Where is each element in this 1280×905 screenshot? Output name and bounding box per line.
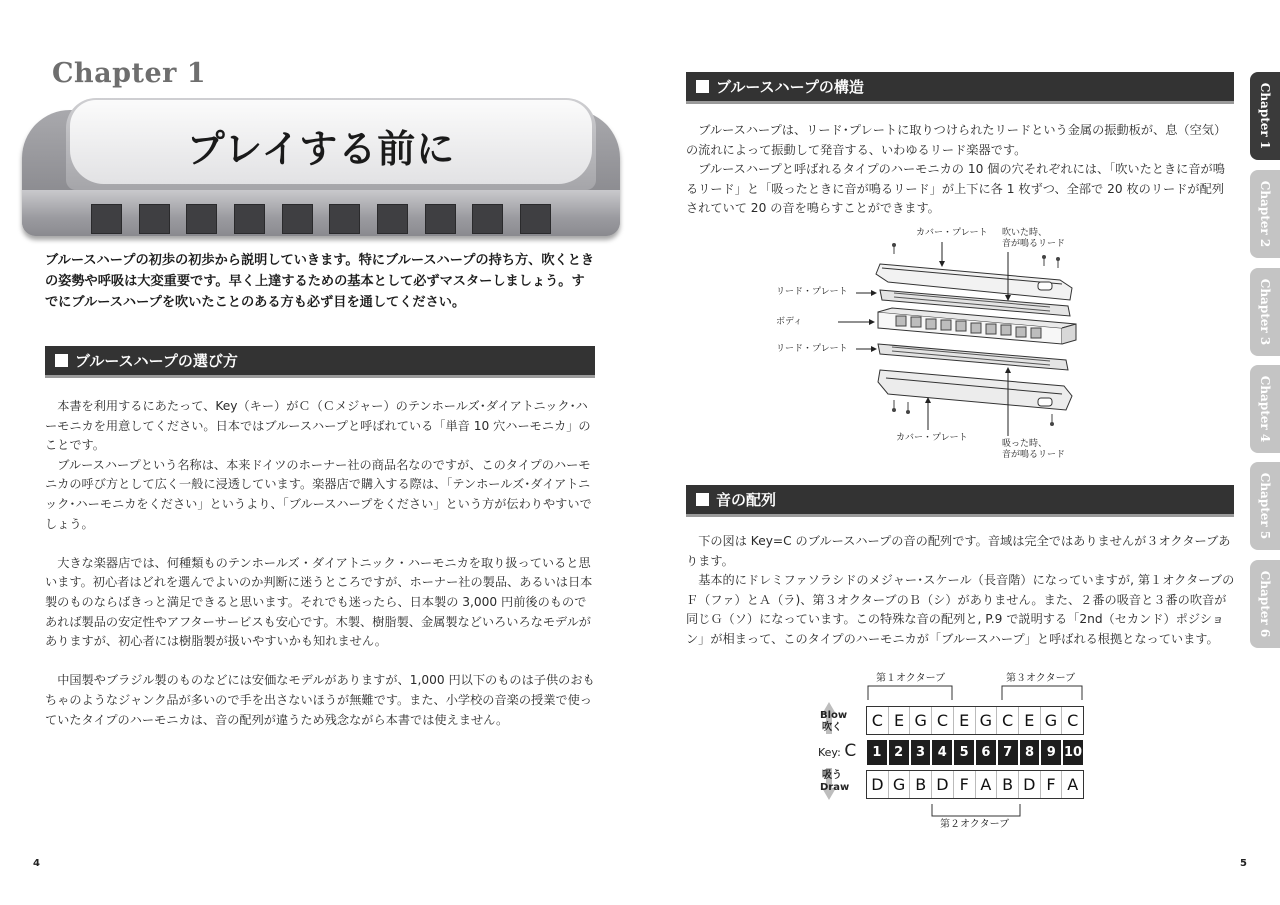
label-blow-reed-1: 吹いた時、: [1002, 228, 1048, 238]
label-blow-reed-2: 音が鳴るリード: [1002, 239, 1066, 249]
section-title: 音の配列: [716, 491, 777, 509]
label-draw-en: Draw: [820, 782, 850, 793]
note-layout-body: [686, 532, 1236, 650]
tab-chapter-4[interactable]: [1250, 365, 1280, 453]
hole-number: 9: [1041, 740, 1061, 765]
tab-chapter-1[interactable]: [1250, 72, 1280, 160]
blow-note: C: [1067, 711, 1079, 730]
chapter-intro: ブルースハープの初歩の初歩から説明していきます。特にブルースハープの持ち方、吹くときの姿勢や呼吸は大変重要です。早く上達するための基本として必ずマスターしましょう。すでにブルースハープを吹いたことのある方も必ず目を通してください。: [45, 253, 595, 310]
draw-note: B: [910, 771, 932, 798]
choosing-body: [45, 397, 597, 730]
harmonica-hole: [91, 204, 122, 234]
tab-label: Chapter 6: [1258, 570, 1272, 638]
tab-label: Chapter 5: [1258, 472, 1272, 540]
harmonica-banner: [22, 98, 620, 244]
hole-number: 2: [889, 740, 909, 765]
section-header-structure: [686, 72, 1234, 104]
structure-body: [686, 121, 1236, 219]
paragraph: 中国製やブラジル製のものなどには安価なモデルがありますが、1,000 円以下のものは子供のおもちゃのようなジャンク品が多いので手を出さないほうが無難です。また、小学校の音楽の授業で使っていたタイプのハーモニカは、音の配列が違うため残念ながら本書では使えません。: [45, 673, 595, 727]
label-octave-2: 第２オクターブ: [940, 819, 1010, 830]
hole-number: 6: [976, 740, 996, 765]
harmonica-exploded-diagram: [770, 222, 1090, 464]
section-title: ブルースハープの選び方: [75, 352, 238, 370]
hole-number: 1: [867, 740, 887, 765]
chapter-label: Chapter 1: [52, 58, 207, 89]
blow-note: G: [976, 707, 998, 734]
draw-note: D: [932, 771, 954, 798]
tab-chapter-3[interactable]: [1250, 268, 1280, 356]
blow-note: C: [997, 707, 1019, 734]
hole-number: 10: [1063, 740, 1083, 765]
section-title: ブルースハープの構造: [716, 78, 864, 96]
draw-note: D: [1019, 771, 1041, 798]
label-reed-plate-top: リード・プレート: [776, 287, 848, 297]
paragraph: 大きな楽器店では、何種類ものテンホールズ・ダイアトニック・ハーモニカを取り扱っていると思います。初心者はどれを選んでよいのか判断に迷うところですが、ホーナー社の製品、あるいは日本製のものならばきっと満足できると思います。それでも迷ったら、日本製の 3,000 円前後のものであれば製品の安定性やアフターサービスも安心です。木製、樹脂製、金属製などいろいろなモデルがありますが、初心者には樹脂製が扱いやすいかも知れません。: [45, 555, 593, 649]
harmonica-holes: [91, 204, 551, 234]
draw-note: B: [997, 771, 1019, 798]
paragraph: ブルースハープは、リード･プレートに取りつけられたリードという金属の振動板が、息（空気）の流れによって振動して発音する、いわゆるリード楽器です。: [686, 123, 1227, 157]
paragraph: 本書を利用するにあたって、Key（キー）がＣ（Ｃメジャー）のテンホールズ･ダイアトニック･ハーモニカを用意してください。日本ではブルースハープと呼ばれている「単音 10 穴ハーモニカ」のことです。: [45, 399, 591, 453]
label-cover-plate-bottom: カバー・プレート: [896, 433, 968, 443]
harmonica-hole: [282, 204, 313, 234]
key-letter: C: [844, 741, 857, 761]
blow-note: E: [1019, 707, 1041, 734]
label-cover-plate-top: カバー・プレート: [916, 228, 988, 238]
label-blow-jp: 吹く: [822, 722, 842, 733]
chapter-title: プレイする前に: [186, 127, 456, 171]
blow-note: G: [910, 707, 932, 734]
square-bullet-icon: [696, 80, 709, 93]
section-header-note-layout: [686, 485, 1234, 517]
harmonica-hole: [377, 204, 408, 234]
paragraph: ブルースハープと呼ばれるタイプのハーモニカの 10 個の穴それぞれには、「吹いたときに音が鳴るリード」と「吸ったときに音が鳴るリード」が上下に各 1 枚ずつ、全部で 20 枚のリードが配列されていて 20 の音を鳴らすことができます。: [686, 162, 1225, 216]
paragraph: 基本的にドレミファソラシドのメジャー･スケール（長音階）になっていますが, 第１オクターブのＦ（ファ）とＡ（ラ)、第３オクターブのＢ（シ）がありません。また、２番の吸音と３番の吹音が同じＧ（ソ）になっています。この特殊な音の配列と, P.9 で説明する「2nd（セカンド）ポジション」が相まって、このタイプのハーモニカが「ブルースハープ」と呼ばれる根拠となっています。: [686, 573, 1235, 646]
paragraph: 下の図は Key=C のブルースハープの音の配列です。音域は完全ではありませんが３オクターブあります。: [686, 534, 1231, 568]
harmonica-hole: [425, 204, 456, 234]
tab-label: Chapter 2: [1258, 180, 1272, 248]
blow-note: E: [889, 707, 911, 734]
tab-label: Chapter 4: [1258, 375, 1272, 443]
label-draw-jp: 吸う: [822, 770, 842, 781]
harmonica-hole: [472, 204, 503, 234]
label-blow-en: Blow: [820, 710, 848, 721]
key-prefix: Key:: [818, 746, 841, 759]
diagram-drawing: [770, 222, 1090, 464]
note-layout-diagram: [812, 668, 1102, 834]
harmonica-hole: [234, 204, 265, 234]
hole-number: 5: [954, 740, 974, 765]
paragraph: ブルースハープという名称は、本来ドイツのホーナー社の商品名なのですが、このタイプのハーモニカの呼び方として広く一般に浸透しています。楽器店で購入する際は、｢テンホールズ･ダイアトニック･ハーモニカをください」というより、「ブルースハープをください」という方が伝わりやすいでしょう。: [45, 457, 592, 531]
label-draw-reed-2: 音が鳴るリード: [1002, 450, 1066, 460]
tab-chapter-2[interactable]: [1250, 170, 1280, 258]
tab-chapter-6[interactable]: [1250, 560, 1280, 648]
hole-numbers-row: [866, 740, 1084, 765]
draw-note: A: [976, 771, 998, 798]
tab-chapter-5[interactable]: [1250, 462, 1280, 550]
blow-note: G: [1041, 707, 1063, 734]
label-key: [818, 741, 857, 761]
blow-note: C: [867, 707, 889, 734]
page-number: 5: [1240, 858, 1247, 869]
section-header-choosing: [45, 346, 595, 378]
draw-note: D: [867, 771, 889, 798]
tab-label: Chapter 3: [1258, 278, 1272, 346]
label-body: ボディ: [776, 317, 803, 327]
label-octave-3: 第３オクターブ: [1006, 673, 1076, 684]
hole-number: 3: [911, 740, 931, 765]
draw-note: G: [889, 771, 911, 798]
hole-number: 7: [998, 740, 1018, 765]
label-octave-1: 第１オクターブ: [876, 673, 946, 684]
harmonica-hole: [139, 204, 170, 234]
draw-note: A: [1067, 775, 1079, 794]
draw-notes-row: [866, 770, 1084, 799]
hole-number: 4: [932, 740, 952, 765]
harmonica-hole: [520, 204, 551, 234]
tab-label: Chapter 1: [1258, 82, 1272, 150]
hole-number: 8: [1020, 740, 1040, 765]
harmonica-hole: [186, 204, 217, 234]
label-reed-plate-bottom: リード・プレート: [776, 344, 848, 354]
square-bullet-icon: [696, 493, 709, 506]
draw-note: F: [954, 771, 976, 798]
square-bullet-icon: [55, 354, 68, 367]
draw-note: F: [1041, 771, 1063, 798]
label-draw-reed-1: 吸った時、: [1002, 439, 1048, 449]
blow-note: C: [932, 707, 954, 734]
harmonica-hole: [329, 204, 360, 234]
blow-note: E: [954, 707, 976, 734]
page-number: 4: [33, 858, 40, 869]
blow-notes-row: [866, 706, 1084, 735]
